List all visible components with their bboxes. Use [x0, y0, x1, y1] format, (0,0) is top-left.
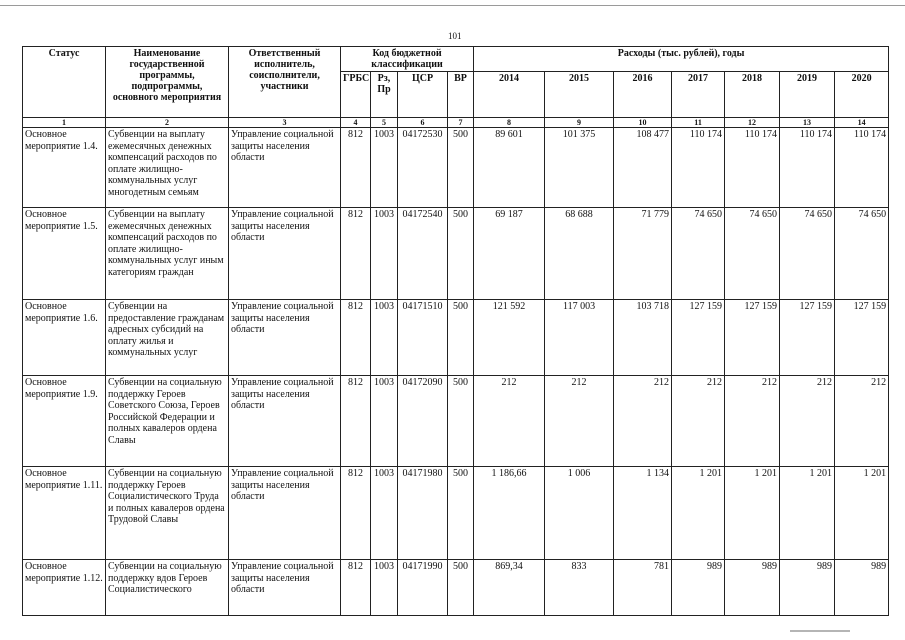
column-number: 6 [398, 118, 448, 128]
table-row [23, 300, 889, 376]
row-value-2020: 212 [835, 376, 889, 467]
row-value-2014: 869,34 [474, 560, 545, 616]
column-number: 7 [448, 118, 474, 128]
row-status: Основное мероприятие 1.4. [23, 128, 106, 208]
row-name: Субвенции на социальную поддержку вдов Героев Социалистического [106, 560, 229, 616]
row-rzpr: 1003 [371, 300, 398, 376]
row-value-2018: 110 174 [725, 128, 780, 208]
row-value-2017: 74 650 [672, 208, 725, 300]
row-value-2020: 127 159 [835, 300, 889, 376]
row-grbs: 812 [341, 208, 371, 300]
header-name: Наименование государственной программы, подпрограммы, основного мероприятия [106, 47, 229, 118]
header-csr: ЦСР [398, 72, 448, 118]
row-executor: Управление социальной защиты населения области [229, 376, 341, 467]
row-vr: 500 [448, 128, 474, 208]
row-vr: 500 [448, 376, 474, 467]
table-row [23, 560, 889, 616]
row-grbs: 812 [341, 467, 371, 560]
row-name: Субвенции на социальную поддержку Героев Советского Союза, Героев Российской Федерации и полных кавалеров ордена Славы [106, 376, 229, 467]
row-grbs: 812 [341, 376, 371, 467]
row-name: Субвенции на выплату ежемесячных денежных компенсаций расходов по оплате жилищно-коммунальных услуг иным категориям граждан [106, 208, 229, 300]
row-value-2019: 110 174 [780, 128, 835, 208]
header-status: Статус [23, 47, 106, 118]
row-executor: Управление социальной защиты населения области [229, 128, 341, 208]
row-value-2017: 127 159 [672, 300, 725, 376]
row-rzpr: 1003 [371, 560, 398, 616]
row-vr: 500 [448, 208, 474, 300]
row-value-2014: 212 [474, 376, 545, 467]
column-number: 14 [835, 118, 889, 128]
scan-artifact-line [790, 630, 850, 632]
row-value-2015: 212 [545, 376, 614, 467]
row-rzpr: 1003 [371, 128, 398, 208]
row-value-2017: 110 174 [672, 128, 725, 208]
row-value-2017: 1 201 [672, 467, 725, 560]
table-row [23, 376, 889, 467]
row-status: Основное мероприятие 1.12. [23, 560, 106, 616]
header-budget-code: Код бюджетной классификации [341, 47, 474, 72]
column-number: 10 [614, 118, 672, 128]
row-grbs: 812 [341, 128, 371, 208]
row-value-2015: 117 003 [545, 300, 614, 376]
row-executor: Управление социальной защиты населения области [229, 560, 341, 616]
row-value-2020: 74 650 [835, 208, 889, 300]
row-value-2015: 101 375 [545, 128, 614, 208]
row-value-2018: 74 650 [725, 208, 780, 300]
row-value-2019: 989 [780, 560, 835, 616]
row-value-2016: 108 477 [614, 128, 672, 208]
row-value-2014: 1 186,66 [474, 467, 545, 560]
header-rzpr: Рз, Пр [371, 72, 398, 118]
row-value-2020: 989 [835, 560, 889, 616]
scan-edge-line [0, 5, 905, 6]
row-value-2016: 781 [614, 560, 672, 616]
row-value-2015: 833 [545, 560, 614, 616]
row-csr: 04171980 [398, 467, 448, 560]
row-executor: Управление социальной защиты населения области [229, 467, 341, 560]
header-year: 2015 [545, 72, 614, 118]
row-csr: 04172540 [398, 208, 448, 300]
row-rzpr: 1003 [371, 467, 398, 560]
row-csr: 04171510 [398, 300, 448, 376]
header-expenses: Расходы (тыс. рублей), годы [474, 47, 889, 72]
row-value-2019: 127 159 [780, 300, 835, 376]
row-grbs: 812 [341, 300, 371, 376]
column-number: 8 [474, 118, 545, 128]
header-year: 2017 [672, 72, 725, 118]
table-row [23, 128, 889, 208]
row-value-2015: 1 006 [545, 467, 614, 560]
row-value-2014: 89 601 [474, 128, 545, 208]
row-executor: Управление социальной защиты населения области [229, 300, 341, 376]
row-csr: 04172530 [398, 128, 448, 208]
page-number: 101 [448, 31, 462, 41]
header-year: 2016 [614, 72, 672, 118]
row-name: Субвенции на социальную поддержку Героев Социалистического Труда и полных кавалеров ордена Трудовой Славы [106, 467, 229, 560]
row-name: Субвенции на выплату ежемесячных денежных компенсаций расходов по оплате жилищно-коммунальных услуг многодетным семьям [106, 128, 229, 208]
row-name: Субвенции на предоставление гражданам адресных субсидий на оплату жилья и коммунальных услуг [106, 300, 229, 376]
row-value-2016: 103 718 [614, 300, 672, 376]
row-value-2020: 1 201 [835, 467, 889, 560]
row-vr: 500 [448, 560, 474, 616]
column-number: 11 [672, 118, 725, 128]
row-rzpr: 1003 [371, 376, 398, 467]
row-vr: 500 [448, 467, 474, 560]
row-value-2014: 121 592 [474, 300, 545, 376]
row-value-2018: 127 159 [725, 300, 780, 376]
row-status: Основное мероприятие 1.9. [23, 376, 106, 467]
row-value-2019: 212 [780, 376, 835, 467]
row-value-2018: 989 [725, 560, 780, 616]
header-year: 2014 [474, 72, 545, 118]
row-csr: 04172090 [398, 376, 448, 467]
row-value-2019: 74 650 [780, 208, 835, 300]
row-value-2019: 1 201 [780, 467, 835, 560]
header-vr: ВР [448, 72, 474, 118]
row-value-2017: 989 [672, 560, 725, 616]
row-executor: Управление социальной защиты населения области [229, 208, 341, 300]
row-value-2018: 1 201 [725, 467, 780, 560]
budget-table [22, 46, 889, 616]
column-number: 4 [341, 118, 371, 128]
row-value-2016: 71 779 [614, 208, 672, 300]
row-grbs: 812 [341, 560, 371, 616]
column-number-row [23, 118, 889, 128]
row-csr: 04171990 [398, 560, 448, 616]
column-number: 12 [725, 118, 780, 128]
row-value-2018: 212 [725, 376, 780, 467]
row-vr: 500 [448, 300, 474, 376]
row-rzpr: 1003 [371, 208, 398, 300]
header-year: 2019 [780, 72, 835, 118]
column-number: 1 [23, 118, 106, 128]
header-executor: Ответственный исполнитель, соисполнители, участники [229, 47, 341, 118]
row-value-2020: 110 174 [835, 128, 889, 208]
column-number: 3 [229, 118, 341, 128]
column-number: 2 [106, 118, 229, 128]
row-status: Основное мероприятие 1.5. [23, 208, 106, 300]
row-value-2016: 212 [614, 376, 672, 467]
table-row [23, 467, 889, 560]
column-number: 5 [371, 118, 398, 128]
header-grbs: ГРБС [341, 72, 371, 118]
row-status: Основное мероприятие 1.6. [23, 300, 106, 376]
header-year: 2020 [835, 72, 889, 118]
column-number: 9 [545, 118, 614, 128]
row-value-2015: 68 688 [545, 208, 614, 300]
column-number: 13 [780, 118, 835, 128]
header-year: 2018 [725, 72, 780, 118]
row-value-2016: 1 134 [614, 467, 672, 560]
row-value-2014: 69 187 [474, 208, 545, 300]
table-row [23, 208, 889, 300]
row-status: Основное мероприятие 1.11. [23, 467, 106, 560]
row-value-2017: 212 [672, 376, 725, 467]
